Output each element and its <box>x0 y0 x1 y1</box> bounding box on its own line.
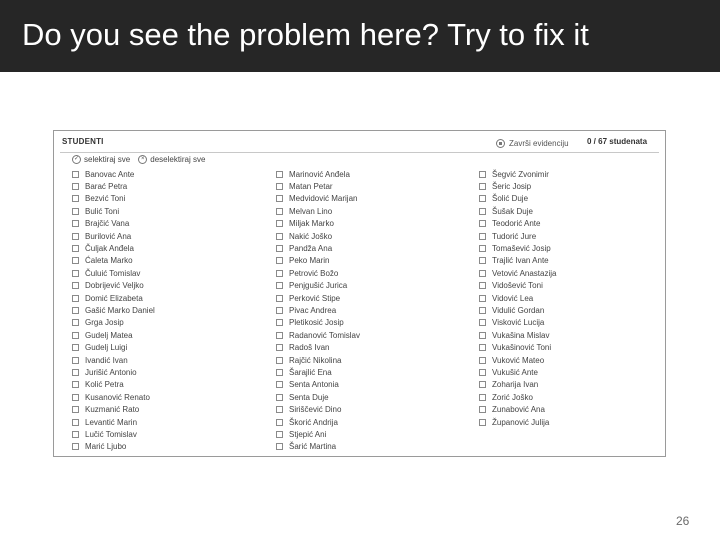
deselect-all-button[interactable] <box>138 155 205 164</box>
student-name: Vukašina Mislav <box>492 330 550 340</box>
student-row[interactable] <box>276 403 360 415</box>
student-name: Matan Petar <box>289 182 333 192</box>
slide-title-bar <box>0 0 720 72</box>
student-name: Pandža Ana <box>289 244 333 254</box>
student-row[interactable] <box>276 391 360 403</box>
student-checkbox[interactable] <box>72 282 79 289</box>
student-row[interactable] <box>72 255 155 267</box>
student-row[interactable] <box>276 255 360 267</box>
student-checkbox[interactable] <box>72 295 79 302</box>
student-name: Lučić Tomislav <box>85 429 137 439</box>
student-column-3 <box>479 168 556 428</box>
student-row[interactable] <box>479 416 556 428</box>
student-name: Šušak Duje <box>492 206 533 216</box>
student-row[interactable] <box>72 304 155 316</box>
student-row[interactable] <box>479 255 556 267</box>
student-row[interactable] <box>479 180 556 192</box>
student-checkbox[interactable] <box>479 171 486 178</box>
student-counter: 0 / 67 studenata <box>587 137 648 146</box>
student-row[interactable] <box>72 366 155 378</box>
student-checkbox[interactable] <box>479 381 486 388</box>
student-name: Kolić Petra <box>85 380 124 390</box>
student-column-2 <box>276 168 360 453</box>
student-checkbox[interactable] <box>72 431 79 438</box>
student-name: Zunabović Ana <box>492 405 545 415</box>
student-name: Nakić Joško <box>289 231 333 241</box>
student-name: Senta Antonia <box>289 380 339 390</box>
student-name: Rajčić Nikolina <box>289 355 342 365</box>
student-name: Teodorić Ante <box>492 219 541 229</box>
panel-header <box>60 136 659 153</box>
student-name: Radoš Ivan <box>289 343 330 353</box>
student-row[interactable] <box>276 341 360 353</box>
student-name: Vidošević Toni <box>492 281 543 291</box>
student-checkbox[interactable] <box>72 419 79 426</box>
student-row[interactable] <box>72 218 155 230</box>
student-checkbox[interactable] <box>479 332 486 339</box>
student-name: Senta Duje <box>289 392 329 402</box>
student-name: Marinović Anđela <box>289 169 350 179</box>
select-all-button[interactable] <box>72 155 130 164</box>
student-checkbox[interactable] <box>276 282 283 289</box>
student-row[interactable] <box>72 441 155 453</box>
student-checkbox[interactable] <box>479 220 486 227</box>
student-name: Pletikosić Josip <box>289 318 344 328</box>
student-checkbox[interactable] <box>276 319 283 326</box>
page-number: 26 <box>676 514 690 528</box>
student-row[interactable] <box>276 180 360 192</box>
student-name: Čuluić Tomislav <box>85 268 141 278</box>
student-row[interactable] <box>72 193 155 205</box>
student-row[interactable] <box>72 317 155 329</box>
student-row[interactable] <box>479 354 556 366</box>
student-checkbox[interactable] <box>276 357 283 364</box>
student-name: Škorić Andrija <box>289 417 338 427</box>
student-checkbox[interactable] <box>479 257 486 264</box>
finish-attendance-button[interactable] <box>496 136 569 150</box>
student-row[interactable] <box>479 391 556 403</box>
student-name: Barać Petra <box>85 182 128 192</box>
student-row[interactable] <box>276 193 360 205</box>
student-row[interactable] <box>276 428 360 440</box>
deselect-all-label: deselektiraj sve <box>150 154 206 164</box>
student-checkbox[interactable] <box>276 295 283 302</box>
slide-title: Do you see the problem here? Try to fix it <box>22 17 589 52</box>
student-name: Vukušić Ante <box>492 367 538 377</box>
student-checkbox[interactable] <box>276 406 283 413</box>
student-name: Vidulić Gordan <box>492 305 545 315</box>
student-row[interactable] <box>72 180 155 192</box>
selection-controls <box>72 153 213 165</box>
student-row[interactable] <box>72 230 155 242</box>
student-checkbox[interactable] <box>72 344 79 351</box>
student-row[interactable] <box>276 366 360 378</box>
student-row[interactable] <box>479 341 556 353</box>
student-row[interactable] <box>72 280 155 292</box>
student-checkbox[interactable] <box>276 419 283 426</box>
student-name: Melvan Lino <box>289 206 333 216</box>
finish-attendance-label: Završi evidenciju <box>509 138 569 148</box>
student-checkbox[interactable] <box>72 319 79 326</box>
student-row[interactable] <box>479 242 556 254</box>
student-checkbox[interactable] <box>479 183 486 190</box>
student-checkbox[interactable] <box>72 332 79 339</box>
student-name: Dobrijević Veljko <box>85 281 144 291</box>
student-name: Petrović Božo <box>289 268 339 278</box>
student-checkbox[interactable] <box>479 344 486 351</box>
student-name: Levantić Marin <box>85 417 138 427</box>
student-row[interactable] <box>479 329 556 341</box>
student-checkbox[interactable] <box>72 381 79 388</box>
student-checkbox[interactable] <box>479 394 486 401</box>
student-row[interactable] <box>479 304 556 316</box>
student-row[interactable] <box>276 205 360 217</box>
student-row[interactable] <box>276 267 360 279</box>
student-checkbox[interactable] <box>276 195 283 202</box>
student-checkbox[interactable] <box>479 270 486 277</box>
student-row[interactable] <box>276 168 360 180</box>
student-name: Vuković Mateo <box>492 355 545 365</box>
student-checkbox[interactable] <box>479 195 486 202</box>
student-row[interactable] <box>72 416 155 428</box>
student-row[interactable] <box>276 441 360 453</box>
select-all-label: selektiraj sve <box>84 154 131 164</box>
student-row[interactable] <box>72 379 155 391</box>
student-checkbox[interactable] <box>479 319 486 326</box>
student-name: Šarajlić Ena <box>289 367 332 377</box>
student-row[interactable] <box>479 205 556 217</box>
student-name: Peko Marin <box>289 256 330 266</box>
student-checkbox[interactable] <box>72 270 79 277</box>
student-row[interactable] <box>276 280 360 292</box>
student-row[interactable] <box>479 267 556 279</box>
student-name: Šolić Duje <box>492 194 529 204</box>
student-row[interactable] <box>72 168 155 180</box>
student-name: Domić Elizabeta <box>85 293 143 303</box>
student-checkbox[interactable] <box>72 443 79 450</box>
student-checkbox[interactable] <box>276 394 283 401</box>
student-name: Gudelj Luigi <box>85 343 128 353</box>
student-row[interactable] <box>72 329 155 341</box>
student-row[interactable] <box>72 354 155 366</box>
student-row[interactable] <box>479 403 556 415</box>
student-name: Šarić Martina <box>289 442 337 452</box>
student-row[interactable] <box>479 193 556 205</box>
student-row[interactable] <box>72 205 155 217</box>
student-row[interactable] <box>479 379 556 391</box>
student-name: Kuzmanić Rato <box>85 405 140 415</box>
student-checkbox[interactable] <box>72 171 79 178</box>
student-name: Penjgušić Jurica <box>289 281 348 291</box>
student-name: Bezvić Toni <box>85 194 126 204</box>
student-checkbox[interactable] <box>276 381 283 388</box>
student-checkbox[interactable] <box>479 245 486 252</box>
student-checkbox[interactable] <box>72 208 79 215</box>
student-checkbox[interactable] <box>479 357 486 364</box>
student-name: Vukašinović Toni <box>492 343 552 353</box>
student-checkbox[interactable] <box>72 233 79 240</box>
student-name: Tomašević Josip <box>492 244 551 254</box>
student-name: Gašić Marko Daniel <box>85 305 155 315</box>
student-row[interactable] <box>276 218 360 230</box>
student-row[interactable] <box>72 341 155 353</box>
attendance-panel-screenshot <box>53 130 666 457</box>
student-row[interactable] <box>276 329 360 341</box>
student-name: Tudorić Jure <box>492 231 537 241</box>
student-checkbox[interactable] <box>276 233 283 240</box>
student-row[interactable] <box>72 403 155 415</box>
student-row[interactable] <box>72 391 155 403</box>
student-checkbox[interactable] <box>479 307 486 314</box>
student-row[interactable] <box>479 168 556 180</box>
student-checkbox[interactable] <box>276 245 283 252</box>
student-name: Trajlić Ivan Ante <box>492 256 549 266</box>
student-checkbox[interactable] <box>479 208 486 215</box>
student-name: Vetović Anastazija <box>492 268 557 278</box>
student-name: Bulić Toni <box>85 206 120 216</box>
student-row[interactable] <box>479 230 556 242</box>
student-name: Zoharija Ivan <box>492 380 539 390</box>
student-checkbox[interactable] <box>276 171 283 178</box>
student-row[interactable] <box>276 304 360 316</box>
student-name: Brajčić Vana <box>85 219 130 229</box>
student-name: Grga Josip <box>85 318 124 328</box>
check-circle-icon: ✓ <box>73 155 80 162</box>
student-checkbox[interactable] <box>276 332 283 339</box>
student-row[interactable] <box>276 242 360 254</box>
student-row[interactable] <box>276 379 360 391</box>
student-name: Kusanović Renato <box>85 392 150 402</box>
student-checkbox[interactable] <box>276 257 283 264</box>
student-name: Jurišić Antonio <box>85 367 137 377</box>
student-row[interactable] <box>276 230 360 242</box>
student-row[interactable] <box>276 416 360 428</box>
student-checkbox[interactable] <box>72 195 79 202</box>
student-name: Ćaleta Marko <box>85 256 133 266</box>
student-checkbox[interactable] <box>72 307 79 314</box>
student-checkbox[interactable] <box>276 208 283 215</box>
student-name: Visković Lucija <box>492 318 545 328</box>
student-name: Burilović Ana <box>85 231 132 241</box>
student-checkbox[interactable] <box>479 295 486 302</box>
student-checkbox[interactable] <box>276 369 283 376</box>
student-row[interactable] <box>479 218 556 230</box>
student-row[interactable] <box>276 292 360 304</box>
student-name: Banovac Ante <box>85 169 135 179</box>
student-name: Medvidović Marijan <box>289 194 358 204</box>
student-checkbox[interactable] <box>276 220 283 227</box>
cross-circle-icon: × <box>138 155 147 164</box>
student-checkbox[interactable] <box>479 419 486 426</box>
student-checkbox[interactable] <box>72 369 79 376</box>
student-name: Pivac Andrea <box>289 305 337 315</box>
student-row[interactable] <box>276 317 360 329</box>
student-checkbox[interactable] <box>276 183 283 190</box>
student-checkbox[interactable] <box>276 344 283 351</box>
student-column-1 <box>72 168 155 453</box>
student-checkbox[interactable] <box>72 183 79 190</box>
student-checkbox[interactable] <box>72 257 79 264</box>
student-checkbox[interactable] <box>276 270 283 277</box>
student-row[interactable] <box>72 292 155 304</box>
student-checkbox[interactable] <box>479 282 486 289</box>
student-name: Šeric Josip <box>492 182 532 192</box>
student-row[interactable] <box>479 366 556 378</box>
student-checkbox[interactable] <box>72 220 79 227</box>
student-checkbox[interactable] <box>72 406 79 413</box>
student-row[interactable] <box>72 267 155 279</box>
student-checkbox[interactable] <box>72 245 79 252</box>
student-checkbox[interactable] <box>479 406 486 413</box>
student-name: Siriščević Dino <box>289 405 342 415</box>
student-checkbox[interactable] <box>72 394 79 401</box>
student-checkbox[interactable] <box>276 431 283 438</box>
student-checkbox[interactable] <box>276 307 283 314</box>
record-icon <box>496 139 505 148</box>
student-row[interactable] <box>479 317 556 329</box>
student-row[interactable] <box>479 280 556 292</box>
student-checkbox[interactable] <box>479 369 486 376</box>
student-checkbox[interactable] <box>72 357 79 364</box>
student-name: Šegvić Zvonimir <box>492 169 549 179</box>
student-checkbox[interactable] <box>479 233 486 240</box>
student-name: Perković Stipe <box>289 293 341 303</box>
student-name: Ivandić Ivan <box>85 355 128 365</box>
student-checkbox[interactable] <box>276 443 283 450</box>
student-name: Gudelj Matea <box>85 330 133 340</box>
student-name: Županović Julija <box>492 417 550 427</box>
student-name: Marić Ljubo <box>85 442 127 452</box>
student-row[interactable] <box>479 292 556 304</box>
student-name: Radanović Tomislav <box>289 330 360 340</box>
student-row[interactable] <box>72 242 155 254</box>
panel-title: STUDENTI <box>62 137 104 146</box>
student-row[interactable] <box>72 428 155 440</box>
student-name: Vidović Lea <box>492 293 534 303</box>
student-name: Zorić Joško <box>492 392 533 402</box>
student-name: Čuljak Anđela <box>85 244 134 254</box>
student-name: Miljak Marko <box>289 219 334 229</box>
student-name: Stjepić Ani <box>289 429 327 439</box>
student-row[interactable] <box>276 354 360 366</box>
